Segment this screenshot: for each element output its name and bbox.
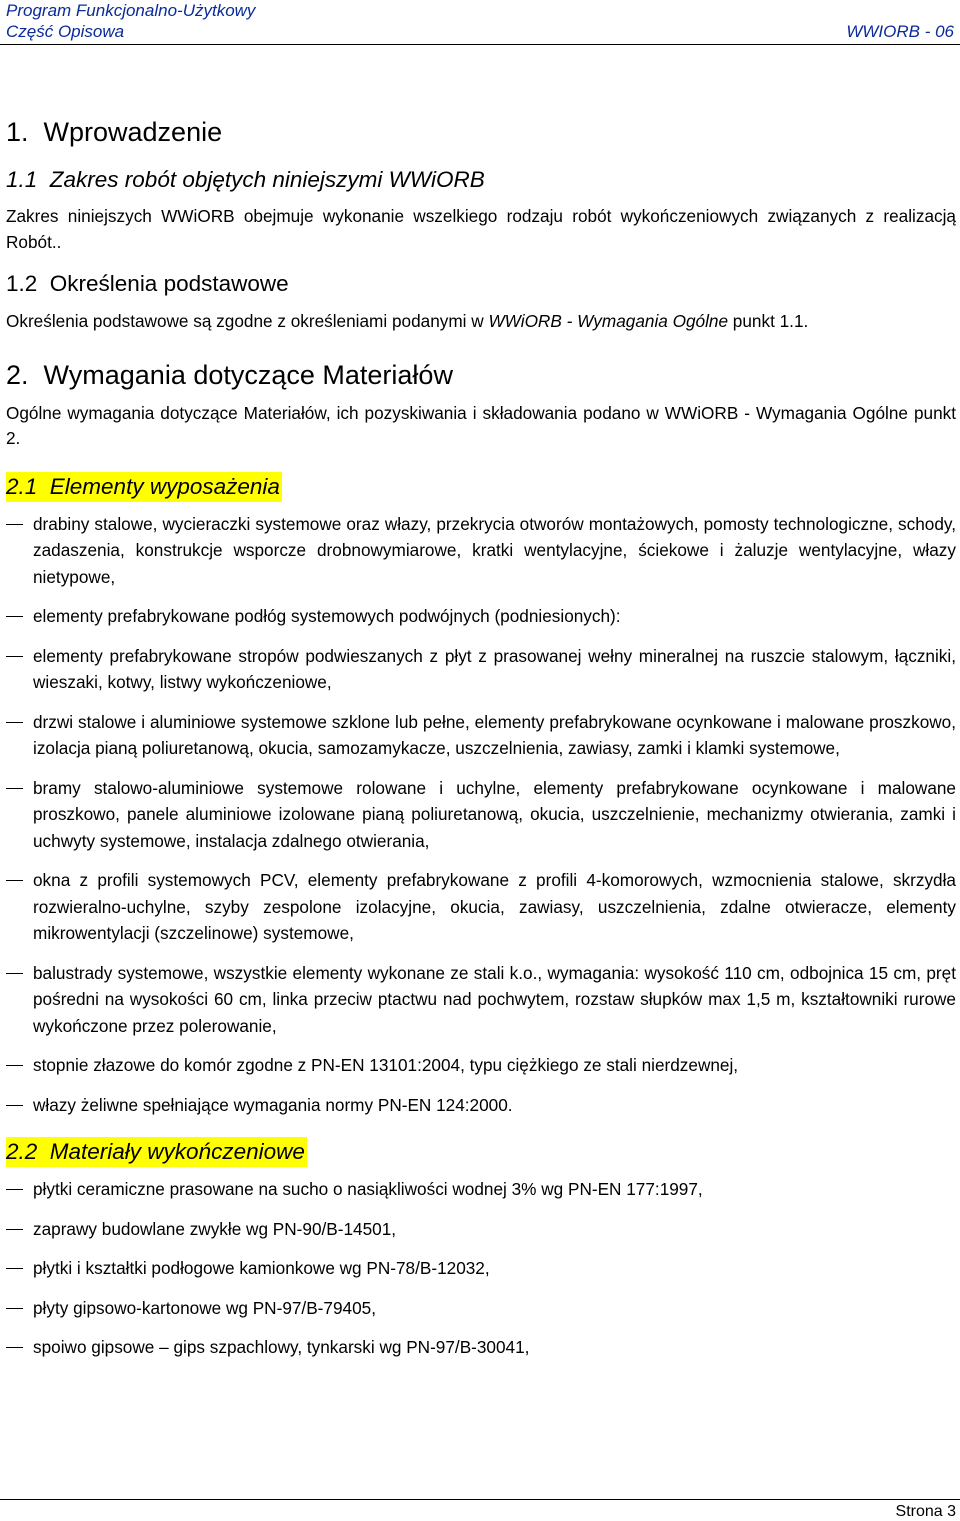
list-item xyxy=(6,603,956,630)
dash-bullet xyxy=(6,1308,23,1309)
section-2-2-heading xyxy=(6,1137,956,1167)
list-item-text: płyty gipsowo-kartonowe wg PN-97/B-79405, xyxy=(33,1297,376,1318)
dash-bullet xyxy=(6,1189,23,1190)
header-program: Program Funkcjonalno-Użytkowy xyxy=(6,1,256,20)
dash-bullet xyxy=(6,973,23,974)
section-1-2-text-a: Określenia podstawowe są zgodne z określeniami podanymi w xyxy=(6,311,489,331)
list-item xyxy=(6,867,956,947)
dash-bullet xyxy=(6,524,23,525)
dash-bullet xyxy=(6,616,23,617)
list-item xyxy=(6,775,956,855)
list-item xyxy=(6,960,956,1040)
header-doc-code: WWIORB - 06 xyxy=(846,22,954,41)
section-1-2-heading: 1.2 Określenia podstawowe xyxy=(6,271,289,296)
list-item-text: zaprawy budowlane zwykłe wg PN-90/B-14501, xyxy=(33,1218,397,1239)
list-item-text: elementy prefabrykowane stropów podwieszanych z płyt z prasowanej wełny mineralnej na ruszcie stalowym, łączniki, wieszaki, kotwy, listwy wykończeniowe, xyxy=(33,645,956,692)
dash-bullet xyxy=(6,1268,23,1269)
list-item xyxy=(6,643,956,696)
list-item-text: włazy żeliwne spełniające wymagania normy PN-EN 124:2000. xyxy=(33,1094,513,1115)
list-item xyxy=(6,1255,956,1282)
list-item-text: płytki ceramiczne prasowane na sucho o nasiąkliwości wodnej 3% wg PN-EN 177:1997, xyxy=(33,1179,703,1199)
list-item-text: drabiny stalowe, wycieraczki systemowe oraz włazy, przekrycia otworów montażowych, pomosty technologiczne, schody, zadaszenia, konstrukcje wsporcze drobnowymiarowe, kratki wentylacyjne, ściekowe i żaluzje wentylacyjne, włazy nietypowe, xyxy=(33,513,956,587)
section-1-2-text xyxy=(6,309,956,335)
list-item-text: balustrady systemowe, wszystkie elementy wykonane ze stali k.o., wymagania: wysokość 110 cm, odbojnica 15 cm, pręt pośredni na wysokości 60 cm, linka przeciw ptactwu nad pochwytem, rozstaw słupków max 1,5 m, kształtowniki rurowe wykończone przez polerowanie, xyxy=(33,962,956,1036)
page-header xyxy=(6,0,954,42)
section-1-1-text: Zakres niniejszych WWiORB obejmuje wykonanie wszelkiego rodzaju robót wykończeniowych związanych z realizacją Robót.. xyxy=(6,206,956,252)
list-item xyxy=(6,709,956,762)
section-2-heading: 2. Wymagania dotyczące Materiałów xyxy=(6,359,453,390)
section-1-2-text-b: punkt 1.1. xyxy=(728,311,809,331)
dash-bullet xyxy=(6,1347,23,1348)
dash-bullet xyxy=(6,880,23,881)
dash-bullet xyxy=(6,1065,23,1066)
finishing-materials-list xyxy=(6,1176,956,1361)
section-2-1-title: 2.1 Elementy wyposażenia xyxy=(6,472,282,502)
dash-bullet xyxy=(6,788,23,789)
footer-divider xyxy=(0,1499,960,1500)
list-item xyxy=(6,1092,956,1119)
section-2-2-title: 2.2 Materiały wykończeniowe xyxy=(6,1137,307,1167)
list-item xyxy=(6,511,956,591)
list-item-text: spoiwo gipsowe – gips szpachlowy, tynkarski wg PN-97/B-30041, xyxy=(33,1337,530,1357)
dash-bullet xyxy=(6,1105,23,1106)
section-2-1-heading xyxy=(6,472,956,502)
list-item-text: bramy stalowo-aluminiowe systemowe rolowane i uchylne, elementy prefabrykowane ocynkowane i malowane proszkowo, panele aluminiowe izolowane pianą poliuretanową, okucia, uszczelnienie, mechanizmy otwierania, zamki i uchwyty systemowe, instalacja zdalnego otwierania, xyxy=(33,777,956,851)
section-1-heading: 1. Wprowadzenie xyxy=(6,117,223,147)
document-body xyxy=(6,112,956,1374)
header-part: Część Opisowa xyxy=(6,22,125,41)
list-item xyxy=(6,1052,956,1079)
dash-bullet xyxy=(6,722,23,723)
header-divider xyxy=(0,44,960,45)
dash-bullet xyxy=(6,1229,23,1230)
list-item xyxy=(6,1334,956,1361)
page-number: Strona 3 xyxy=(895,1503,956,1520)
section-1-1-heading: 1.1 Zakres robót objętych niniejszymi WWiORB xyxy=(6,167,485,192)
list-item-text: płytki i kształtki podłogowe kamionkowe wg PN-78/B-12032, xyxy=(33,1258,490,1278)
list-item-text: elementy prefabrykowane podłóg systemowych podwójnych (podniesionych): xyxy=(33,606,621,626)
section-1-2-text-italic: WWiORB - Wymagania Ogólne xyxy=(488,311,729,331)
list-item-text: stopnie złazowe do komór zgodne z PN-EN 13101:2004, typu ciężkiego ze stali nierdzewnej, xyxy=(33,1055,739,1075)
header-row-1 xyxy=(6,0,954,21)
list-item-text: okna z profili systemowych PCV, elementy prefabrykowane z profili 4-komorowych, wzmocnienia stalowe, skrzydła rozwieralno-uchylne, szyby zespolone izolacyjne, okucia, zawiasy, uszczelnienia, zdalne otwieracze, elementy mikrowentylacji (szczelinowe) systemowe, xyxy=(33,870,956,943)
header-row-2 xyxy=(6,21,954,42)
list-item xyxy=(6,1176,956,1203)
list-item-text: drzwi stalowe i aluminiowe systemowe szklone lub pełne, elementy prefabrykowane ocynkowane i malowane proszkowo, izolacja pianą poliuretanową, okucia, samozamykacze, uszczelnienia, zawiasy, zamki i klamki systemowe, xyxy=(33,711,956,758)
list-item xyxy=(6,1216,956,1243)
section-2-text: Ogólne wymagania dotyczące Materiałów, ich pozyskiwania i składowania podano w WWiORB - Wymagania Ogólne punkt 2. xyxy=(6,402,956,448)
equipment-list xyxy=(6,511,956,1119)
dash-bullet xyxy=(6,656,23,657)
list-item xyxy=(6,1295,956,1322)
